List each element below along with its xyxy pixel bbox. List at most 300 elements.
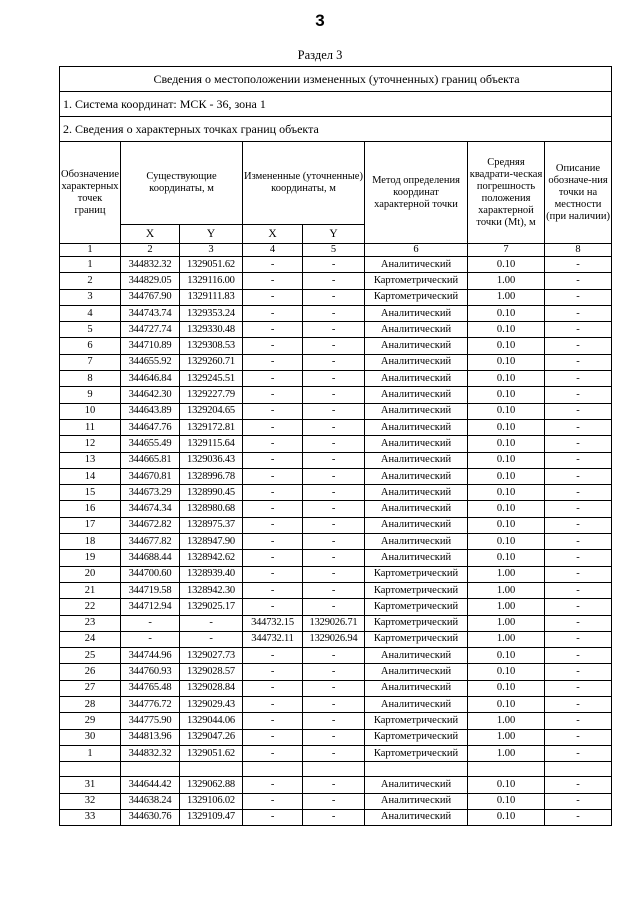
cell-description: - (545, 777, 612, 793)
cell-accuracy: 1.00 (468, 582, 545, 598)
cell-method: Картометрический (365, 631, 468, 647)
cell-changed-y: - (303, 485, 365, 501)
cell-accuracy: 0.10 (468, 550, 545, 566)
cell-existing-x: 344630.76 (121, 809, 180, 825)
cell-point-id: 12 (60, 436, 121, 452)
cell-description: - (545, 371, 612, 387)
cell-point-id: 27 (60, 680, 121, 696)
cell-changed-x: - (243, 354, 303, 370)
cell-description: - (545, 436, 612, 452)
cell-changed-y: - (303, 745, 365, 761)
header-existing-x: X (121, 225, 180, 244)
cell-existing-x: 344813.96 (121, 729, 180, 745)
cell-description: - (545, 419, 612, 435)
cell-description: - (545, 517, 612, 533)
cell-accuracy: 1.00 (468, 713, 545, 729)
cell-existing-x: 344655.92 (121, 354, 180, 370)
cell-description (545, 762, 612, 777)
cell-existing-y: 1329062.88 (180, 777, 243, 793)
cell-accuracy: 0.10 (468, 534, 545, 550)
cell-accuracy: 0.10 (468, 468, 545, 484)
cell-changed-x: - (243, 664, 303, 680)
cell-accuracy: 0.10 (468, 680, 545, 696)
column-number: 5 (303, 244, 365, 257)
cell-method: Аналитический (365, 793, 468, 809)
cell-existing-x: 344765.48 (121, 680, 180, 696)
cell-description: - (545, 257, 612, 273)
header-accuracy: Средняя квадрати-ческая погрешность положения характерной точки (Mt), м (468, 142, 545, 244)
cell-accuracy: 0.10 (468, 697, 545, 713)
cell-existing-x: 344670.81 (121, 468, 180, 484)
cell-description: - (545, 452, 612, 468)
cell-changed-x: - (243, 713, 303, 729)
column-number: 6 (365, 244, 468, 257)
cell-accuracy: 1.00 (468, 566, 545, 582)
cell-changed-x: - (243, 322, 303, 338)
cell-existing-x: 344646.84 (121, 371, 180, 387)
cell-changed-y: - (303, 371, 365, 387)
table-row (60, 762, 612, 777)
cell-changed-x: - (243, 599, 303, 615)
cell-method: Аналитический (365, 257, 468, 273)
column-number: 2 (121, 244, 180, 257)
cell-method: Аналитический (365, 403, 468, 419)
cell-changed-y: 1329026.71 (303, 615, 365, 631)
cell-changed-y: - (303, 452, 365, 468)
table-row (60, 468, 612, 484)
cell-point-id: 28 (60, 697, 121, 713)
cell-changed-y: - (303, 599, 365, 615)
cell-description: - (545, 403, 612, 419)
cell-existing-y: 1329116.00 (180, 273, 243, 289)
cell-point-id: 21 (60, 582, 121, 598)
header-changed-x: X (243, 225, 303, 244)
cell-point-id: 1 (60, 745, 121, 761)
cell-existing-y: 1328939.40 (180, 566, 243, 582)
cell-method: Аналитический (365, 648, 468, 664)
cell-changed-x: - (243, 648, 303, 664)
cell-point-id (60, 762, 121, 777)
cell-accuracy: 1.00 (468, 273, 545, 289)
cell-point-id: 24 (60, 631, 121, 647)
cell-changed-y (303, 762, 365, 777)
table-row (60, 371, 612, 387)
cell-changed-x: - (243, 501, 303, 517)
cell-accuracy: 0.10 (468, 338, 545, 354)
cell-description: - (545, 354, 612, 370)
cell-changed-x: - (243, 729, 303, 745)
table-row (60, 566, 612, 582)
cell-method: Картометрический (365, 289, 468, 305)
cell-description: - (545, 599, 612, 615)
cell-existing-y: 1329353.24 (180, 305, 243, 321)
cell-description: - (545, 550, 612, 566)
cell-existing-x: 344775.90 (121, 713, 180, 729)
cell-changed-x: 344732.11 (243, 631, 303, 647)
cell-changed-y: - (303, 793, 365, 809)
points-heading: 2. Сведения о характерных точках границ объекта (60, 117, 612, 142)
cell-accuracy: 0.10 (468, 371, 545, 387)
table-row (60, 501, 612, 517)
cell-changed-y: - (303, 419, 365, 435)
table-row (60, 257, 612, 273)
cell-description: - (545, 485, 612, 501)
cell-existing-y: 1329308.53 (180, 338, 243, 354)
cell-method: Аналитический (365, 452, 468, 468)
cell-changed-y: - (303, 338, 365, 354)
cell-existing-y: 1329330.48 (180, 322, 243, 338)
cell-description: - (545, 664, 612, 680)
table-row (60, 745, 612, 761)
cell-accuracy: 1.00 (468, 729, 545, 745)
cell-point-id: 6 (60, 338, 121, 354)
cell-existing-x: 344642.30 (121, 387, 180, 403)
cell-existing-x: 344719.58 (121, 582, 180, 598)
table-row (60, 809, 612, 825)
cell-changed-y: - (303, 387, 365, 403)
table-row (60, 419, 612, 435)
coordinate-system: 1. Система координат: МСК - 36, зона 1 (60, 92, 612, 117)
cell-point-id: 19 (60, 550, 121, 566)
cell-existing-y: 1328996.78 (180, 468, 243, 484)
header-description: Описание обозначе-ния точки на местности (при наличии) (545, 142, 612, 244)
cell-changed-y: - (303, 680, 365, 696)
cell-existing-y: 1329111.83 (180, 289, 243, 305)
cell-accuracy: 0.10 (468, 354, 545, 370)
cell-point-id: 9 (60, 387, 121, 403)
cell-changed-x: - (243, 338, 303, 354)
cell-existing-x: 344672.82 (121, 517, 180, 533)
cell-method: Картометрический (365, 745, 468, 761)
cell-accuracy: 0.10 (468, 517, 545, 533)
cell-method: Аналитический (365, 468, 468, 484)
cell-existing-y: 1329245.51 (180, 371, 243, 387)
cell-description: - (545, 582, 612, 598)
cell-changed-x: - (243, 680, 303, 696)
table-row (60, 550, 612, 566)
cell-existing-x: 344665.81 (121, 452, 180, 468)
cell-description: - (545, 338, 612, 354)
cell-changed-x: - (243, 371, 303, 387)
cell-changed-y: - (303, 582, 365, 598)
cell-existing-y: 1328942.30 (180, 582, 243, 598)
cell-existing-x: 344688.44 (121, 550, 180, 566)
cell-description: - (545, 680, 612, 696)
cell-point-id: 25 (60, 648, 121, 664)
cell-existing-y: 1329027.73 (180, 648, 243, 664)
table-row (60, 631, 612, 647)
cell-existing-x (121, 762, 180, 777)
cell-changed-x: - (243, 697, 303, 713)
cell-existing-x: 344712.94 (121, 599, 180, 615)
table-row (60, 289, 612, 305)
cell-existing-y: 1329025.17 (180, 599, 243, 615)
cell-method: Аналитический (365, 354, 468, 370)
cell-method: Аналитический (365, 371, 468, 387)
cell-description: - (545, 273, 612, 289)
cell-method: Аналитический (365, 501, 468, 517)
cell-method: Картометрический (365, 273, 468, 289)
cell-accuracy: 0.10 (468, 664, 545, 680)
cell-point-id: 3 (60, 289, 121, 305)
cell-accuracy: 0.10 (468, 257, 545, 273)
cell-description: - (545, 566, 612, 582)
cell-point-id: 26 (60, 664, 121, 680)
cell-existing-x: 344760.93 (121, 664, 180, 680)
cell-changed-x: - (243, 436, 303, 452)
cell-changed-x: - (243, 273, 303, 289)
header-designation: Обозначение характерных точек границ (60, 142, 121, 244)
cell-point-id: 1 (60, 257, 121, 273)
cell-changed-x: - (243, 809, 303, 825)
cell-changed-y: 1329026.94 (303, 631, 365, 647)
cell-point-id: 8 (60, 371, 121, 387)
cell-point-id: 13 (60, 452, 121, 468)
cell-method: Аналитический (365, 517, 468, 533)
column-number: 3 (180, 244, 243, 257)
cell-existing-y: 1329172.81 (180, 419, 243, 435)
cell-description: - (545, 745, 612, 761)
cell-description: - (545, 501, 612, 517)
cell-point-id: 11 (60, 419, 121, 435)
cell-changed-x: - (243, 566, 303, 582)
cell-accuracy: 0.10 (468, 485, 545, 501)
cell-existing-y (180, 762, 243, 777)
cell-point-id: 7 (60, 354, 121, 370)
cell-existing-y: 1329028.84 (180, 680, 243, 696)
cell-description: - (545, 289, 612, 305)
cell-existing-y: 1329029.43 (180, 697, 243, 713)
cell-point-id: 23 (60, 615, 121, 631)
cell-changed-x: - (243, 793, 303, 809)
cell-changed-x: - (243, 419, 303, 435)
cell-existing-y: 1328975.37 (180, 517, 243, 533)
cell-existing-x: 344655.49 (121, 436, 180, 452)
cell-changed-y: - (303, 777, 365, 793)
cell-accuracy: 0.10 (468, 452, 545, 468)
cell-existing-x: 344673.29 (121, 485, 180, 501)
table-row (60, 322, 612, 338)
cell-existing-y: 1329115.64 (180, 436, 243, 452)
cell-existing-x: 344744.96 (121, 648, 180, 664)
column-number: 7 (468, 244, 545, 257)
cell-changed-y: - (303, 305, 365, 321)
table-row (60, 615, 612, 631)
cell-existing-y: 1329044.06 (180, 713, 243, 729)
cell-existing-x: - (121, 631, 180, 647)
cell-method: Картометрический (365, 599, 468, 615)
cell-point-id: 30 (60, 729, 121, 745)
column-number: 4 (243, 244, 303, 257)
cell-description: - (545, 534, 612, 550)
cell-point-id: 31 (60, 777, 121, 793)
cell-accuracy: 0.10 (468, 322, 545, 338)
cell-existing-x: 344638.24 (121, 793, 180, 809)
table-row (60, 485, 612, 501)
cell-point-id: 16 (60, 501, 121, 517)
cell-existing-y: 1328980.68 (180, 501, 243, 517)
cell-existing-x: 344647.76 (121, 419, 180, 435)
cell-existing-y: 1328947.90 (180, 534, 243, 550)
cell-changed-y: - (303, 697, 365, 713)
cell-changed-y: - (303, 664, 365, 680)
cell-method: Картометрический (365, 713, 468, 729)
cell-existing-x: 344767.90 (121, 289, 180, 305)
cell-existing-x: 344677.82 (121, 534, 180, 550)
cell-method: Аналитический (365, 485, 468, 501)
cell-description: - (545, 697, 612, 713)
table-row (60, 729, 612, 745)
table-row (60, 305, 612, 321)
cell-accuracy: 0.10 (468, 777, 545, 793)
cell-changed-y: - (303, 809, 365, 825)
cell-point-id: 18 (60, 534, 121, 550)
cell-method: Аналитический (365, 338, 468, 354)
cell-existing-x: 344643.89 (121, 403, 180, 419)
cell-changed-y: - (303, 289, 365, 305)
cell-description: - (545, 648, 612, 664)
cell-point-id: 29 (60, 713, 121, 729)
cell-accuracy: 0.10 (468, 403, 545, 419)
cell-method: Аналитический (365, 387, 468, 403)
cell-existing-y: 1329036.43 (180, 452, 243, 468)
cell-existing-y: 1329051.62 (180, 745, 243, 761)
cell-description: - (545, 468, 612, 484)
cell-existing-y: 1328990.45 (180, 485, 243, 501)
cell-changed-x: - (243, 582, 303, 598)
cell-changed-y: - (303, 729, 365, 745)
cell-description: - (545, 809, 612, 825)
cell-existing-x: 344743.74 (121, 305, 180, 321)
cell-existing-x: - (121, 615, 180, 631)
table-row (60, 680, 612, 696)
cell-accuracy (468, 762, 545, 777)
cell-method: Аналитический (365, 664, 468, 680)
table-row (60, 452, 612, 468)
cell-accuracy: 1.00 (468, 289, 545, 305)
cell-point-id: 4 (60, 305, 121, 321)
cell-changed-y: - (303, 273, 365, 289)
table-row (60, 648, 612, 664)
cell-accuracy: 0.10 (468, 648, 545, 664)
cell-changed-x: - (243, 745, 303, 761)
cell-existing-x: 344832.32 (121, 257, 180, 273)
cell-changed-y: - (303, 517, 365, 533)
cell-method: Аналитический (365, 777, 468, 793)
table-row (60, 436, 612, 452)
cell-changed-x: - (243, 485, 303, 501)
points-rows (60, 257, 612, 826)
cell-description: - (545, 631, 612, 647)
cell-method: Аналитический (365, 322, 468, 338)
cell-changed-y: - (303, 257, 365, 273)
cell-changed-y: - (303, 354, 365, 370)
cell-method: Аналитический (365, 550, 468, 566)
table-row (60, 403, 612, 419)
cell-method: Картометрический (365, 615, 468, 631)
table-row (60, 582, 612, 598)
cell-existing-y: 1329227.79 (180, 387, 243, 403)
cell-existing-y: - (180, 631, 243, 647)
table-row (60, 273, 612, 289)
cell-point-id: 10 (60, 403, 121, 419)
cell-method: Аналитический (365, 809, 468, 825)
cell-point-id: 33 (60, 809, 121, 825)
table-row (60, 777, 612, 793)
cell-method (365, 762, 468, 777)
cell-method: Картометрический (365, 566, 468, 582)
cell-changed-x: 344732.15 (243, 615, 303, 631)
cell-existing-y: - (180, 615, 243, 631)
cell-description: - (545, 387, 612, 403)
cell-accuracy: 0.10 (468, 501, 545, 517)
cell-changed-x: - (243, 517, 303, 533)
table-row (60, 697, 612, 713)
cell-changed-y: - (303, 648, 365, 664)
table-row (60, 713, 612, 729)
header-method: Метод определения координат характерной точки (365, 142, 468, 244)
cell-changed-x (243, 762, 303, 777)
cell-changed-x: - (243, 257, 303, 273)
cell-point-id: 22 (60, 599, 121, 615)
cell-point-id: 15 (60, 485, 121, 501)
cell-method: Картометрический (365, 729, 468, 745)
cell-changed-y: - (303, 322, 365, 338)
cell-point-id: 5 (60, 322, 121, 338)
header-existing-y: Y (180, 225, 243, 244)
cell-method: Аналитический (365, 680, 468, 696)
cell-changed-y: - (303, 550, 365, 566)
cell-changed-y: - (303, 501, 365, 517)
table-row (60, 387, 612, 403)
cell-existing-x: 344832.32 (121, 745, 180, 761)
cell-point-id: 14 (60, 468, 121, 484)
cell-point-id: 17 (60, 517, 121, 533)
cell-changed-x: - (243, 534, 303, 550)
cell-existing-x: 344776.72 (121, 697, 180, 713)
cell-changed-x: - (243, 468, 303, 484)
cell-accuracy: 1.00 (468, 615, 545, 631)
cell-existing-x: 344674.34 (121, 501, 180, 517)
cell-accuracy: 0.10 (468, 436, 545, 452)
cell-method: Аналитический (365, 305, 468, 321)
header-changed: Измененные (уточненные) координаты, м (243, 142, 365, 225)
header-changed-y: Y (303, 225, 365, 244)
boundary-points-table (59, 66, 612, 826)
cell-description: - (545, 615, 612, 631)
cell-changed-y: - (303, 713, 365, 729)
cell-method: Картометрический (365, 582, 468, 598)
cell-existing-y: 1329028.57 (180, 664, 243, 680)
cell-changed-x: - (243, 305, 303, 321)
cell-existing-y: 1329204.65 (180, 403, 243, 419)
cell-changed-y: - (303, 534, 365, 550)
table-row (60, 664, 612, 680)
cell-existing-x: 344710.89 (121, 338, 180, 354)
column-number: 1 (60, 244, 121, 257)
cell-description: - (545, 713, 612, 729)
cell-existing-y: 1329106.02 (180, 793, 243, 809)
cell-changed-x: - (243, 452, 303, 468)
cell-existing-x: 344727.74 (121, 322, 180, 338)
cell-changed-x: - (243, 403, 303, 419)
cell-changed-y: - (303, 436, 365, 452)
cell-point-id: 20 (60, 566, 121, 582)
cell-changed-y: - (303, 403, 365, 419)
cell-description: - (545, 322, 612, 338)
cell-existing-y: 1329260.71 (180, 354, 243, 370)
cell-changed-x: - (243, 550, 303, 566)
